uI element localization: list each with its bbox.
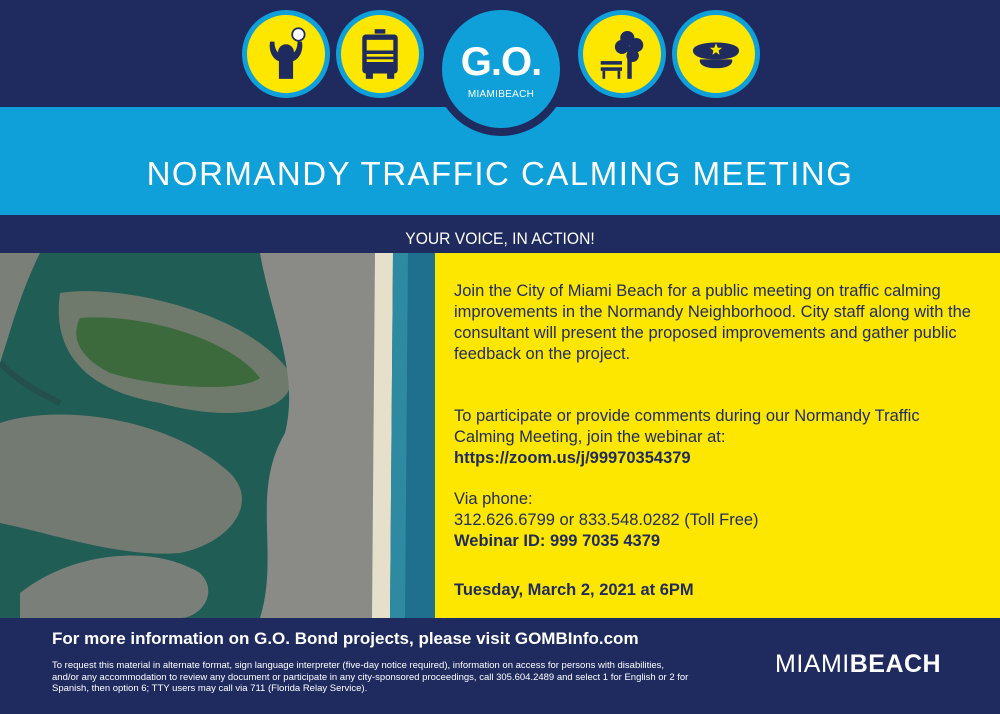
webinar-link[interactable]: https://zoom.us/j/99970354379 (454, 449, 691, 467)
participation-text: To participate or provide comments during our Normandy Traffic Calming Meeting, join the webinar at: (454, 407, 920, 446)
phone-info (454, 489, 974, 552)
meeting-description: Join the City of Miami Beach for a public meeting on traffic calming improvements in the Normandy Neighborhood. City staff along with the consultant will present the proposed improvements and gather public feedback on the project. (454, 282, 971, 363)
go-bond-logo (434, 2, 568, 136)
go-logo-subtext: MIAMIBEACH (467, 89, 535, 100)
more-info-text: For more information on G.O. Bond projects, please visit GOMBInfo.com (52, 629, 639, 648)
phone-numbers: 312.626.6799 or 833.548.0282 (Toll Free) (454, 511, 759, 529)
logo-bold-text: BEACH (849, 650, 942, 678)
go-logo-text: G.O. (460, 40, 542, 84)
tagline: YOUR VOICE, IN ACTION! (405, 229, 595, 248)
meeting-date: Tuesday, March 2, 2021 at 6PM (454, 581, 694, 599)
aerial-photo (0, 253, 435, 618)
miami-beach-logo (775, 650, 941, 679)
participation-info (454, 406, 974, 469)
page-title: NORMANDY TRAFFIC CALMING MEETING (146, 155, 854, 192)
phone-label: Via phone: (454, 490, 533, 508)
fire-truck-icon (336, 10, 424, 98)
webinar-id: Webinar ID: 999 7035 4379 (454, 532, 661, 550)
police-hat-icon (672, 10, 760, 98)
accessibility-notice: To request this material in alternate format, sign language interpreter (five-day notice required), information on access for persons with disabilities, and/or any accommodation to review any document or participate in any city-sponsored proceedings, call 305.604.2489 and select 1 for English or 2 for Spanish, then option 6; TTY users may call via 711 (Florida Relay Service). (52, 660, 689, 694)
parks-recreation-icon (242, 10, 330, 98)
logo-light-text: MIAMI (775, 650, 850, 678)
park-bench-tree-icon (578, 10, 666, 98)
